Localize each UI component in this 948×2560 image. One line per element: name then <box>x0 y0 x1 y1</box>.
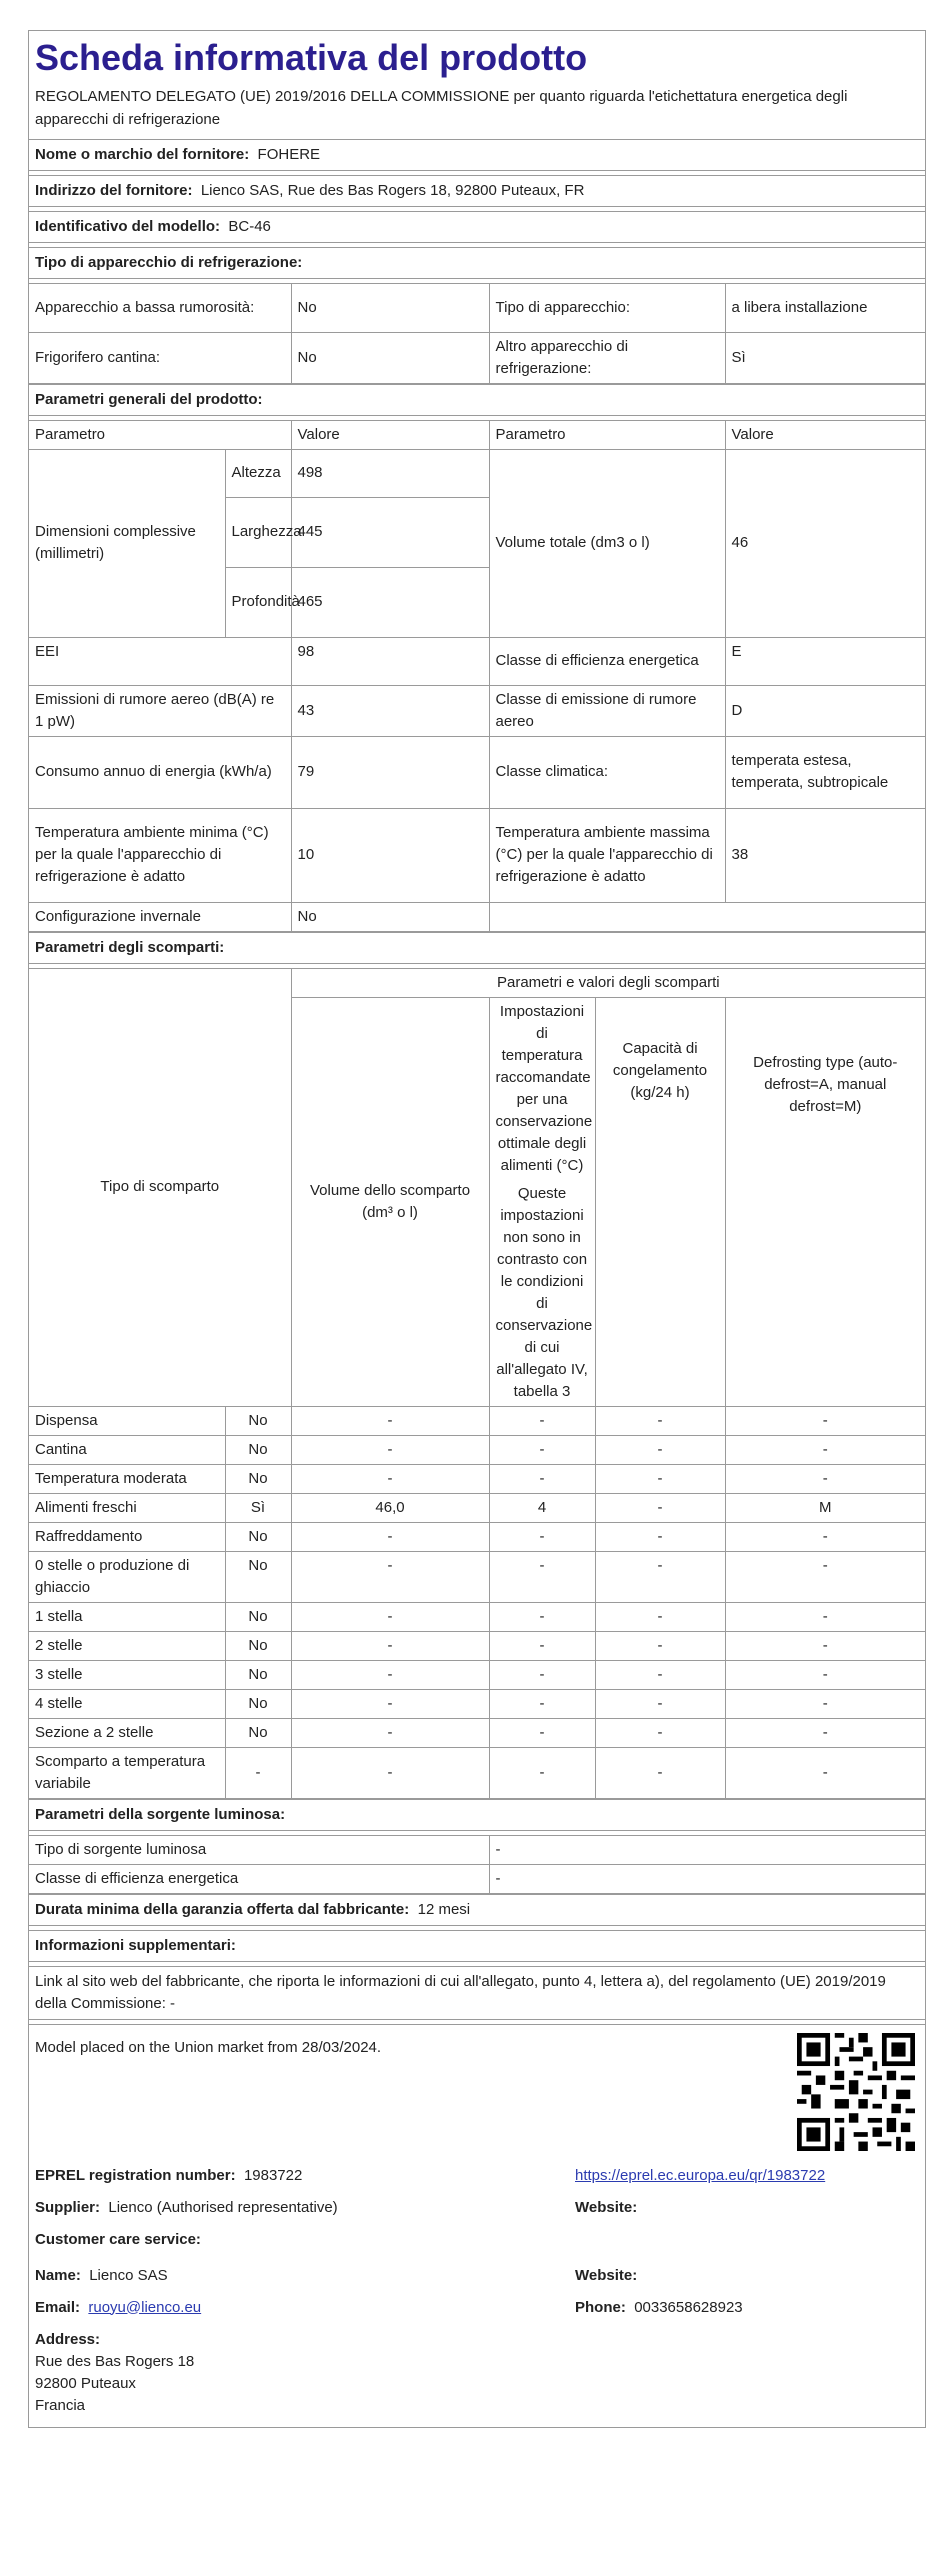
compartment-defrost: - <box>725 1718 925 1747</box>
compartment-defrost: - <box>725 1602 925 1631</box>
temperature-column-title: Impostazioni di temperatura raccomandate per una conservazione ottimale degli alimenti (°C) <box>495 1002 593 1174</box>
care-address-label: Address: <box>35 2330 101 2348</box>
compartment-present: No <box>225 1660 291 1689</box>
compartment-present: No <box>225 1464 291 1493</box>
compartment-present: No <box>225 1602 291 1631</box>
compartment-name: 3 stelle <box>29 1660 225 1689</box>
compartment-freezing: - <box>595 1493 725 1522</box>
wine-cooler-label: Frigorifero cantina: <box>29 332 291 383</box>
supplier-name-label: Nome o marchio del fornitore: <box>35 146 250 163</box>
compartment-type-header: Tipo di scomparto <box>29 969 291 1407</box>
model-identifier-row <box>29 212 925 243</box>
max-ambient-temp-value: 38 <box>725 808 925 902</box>
compartment-name: 1 stella <box>29 1602 225 1631</box>
compartment-defrost: - <box>725 1689 925 1718</box>
eprel-number-value: 1983722 <box>243 2166 303 2184</box>
compartment-temperature: - <box>489 1406 595 1435</box>
compartment-present: No <box>225 1435 291 1464</box>
table-row <box>29 1464 925 1493</box>
compartment-freezing: - <box>595 1406 725 1435</box>
care-name <box>35 2265 575 2287</box>
warranty-row <box>29 1894 925 1926</box>
supplier-name-value: FOHERE <box>257 146 321 163</box>
compartment-name: Alimenti freschi <box>29 1493 225 1522</box>
compartment-temperature: - <box>489 1689 595 1718</box>
min-ambient-temp-label: Temperatura ambiente minima (°C) per la quale l'apparecchio di refrigerazione è adatto <box>29 808 291 902</box>
compartment-temperature: 4 <box>489 1493 595 1522</box>
table-row <box>29 1522 925 1551</box>
care-email <box>35 2297 575 2319</box>
supplier-website-label: Website: <box>575 2198 638 2216</box>
noise-class-value: D <box>725 685 925 736</box>
light-class-value: - <box>489 1864 925 1893</box>
header-parameter-2: Parametro <box>489 421 725 450</box>
compartment-temperature: - <box>489 1747 595 1798</box>
empty-cell <box>489 902 925 931</box>
table-row <box>29 1493 925 1522</box>
eprel-row <box>35 2165 919 2187</box>
supplier-address-label: Indirizzo del fornitore: <box>35 182 193 199</box>
noise-emission-value: 43 <box>291 685 489 736</box>
care-name-row <box>35 2265 919 2287</box>
depth-value: 465 <box>291 567 489 637</box>
compartment-params-header: Parametri e valori degli scomparti <box>291 969 925 998</box>
supplier-address-value: Lienco SAS, Rue des Bas Rogers 18, 92800 Puteaux, FR <box>200 182 585 199</box>
volume-column-header: Volume dello scomparto (dm³ o l) <box>291 997 489 1406</box>
appliance-kind-value: a libera installazione <box>725 284 925 332</box>
climate-class-value: temperata estesa, temperata, subtropicale <box>725 736 925 808</box>
dimensions-label: Dimensioni complessive (millimetri) <box>29 449 225 637</box>
model-identifier-label: Identificativo del modello: <box>35 218 221 235</box>
noise-class-label: Classe di emissione di rumore aereo <box>489 685 725 736</box>
compartment-defrost: - <box>725 1464 925 1493</box>
care-name-label: Name: <box>35 2266 81 2284</box>
compartment-defrost: - <box>725 1435 925 1464</box>
care-phone-label: Phone: <box>575 2298 626 2316</box>
regulation-subtitle: REGOLAMENTO DELEGATO (UE) 2019/2016 DELLA COMMISSIONE per quanto riguarda l'etichettatura energetica degli apparecchi di refrigerazione <box>29 83 925 140</box>
compartment-name: Temperatura moderata <box>29 1464 225 1493</box>
care-name-value: Lienco SAS <box>89 2266 168 2284</box>
compartment-freezing: - <box>595 1631 725 1660</box>
compartment-name: Raffreddamento <box>29 1522 225 1551</box>
compartments-heading: Parametri degli scomparti: <box>29 932 925 964</box>
eprel-link[interactable]: https://eprel.ec.europa.eu/qr/1983722 <box>575 2166 826 2184</box>
compartment-freezing: - <box>595 1464 725 1493</box>
eei-value: 98 <box>291 637 489 685</box>
compartment-volume: - <box>291 1660 489 1689</box>
page-title: Scheda informativa del prodotto <box>35 37 588 78</box>
additional-info-heading: Informazioni supplementari: <box>29 1931 925 1962</box>
care-phone-value: 0033658628923 <box>634 2298 743 2316</box>
max-ambient-temp-label: Temperatura ambiente massima (°C) per la quale l'apparecchio di refrigerazione è adatto <box>489 808 725 902</box>
compartment-present: No <box>225 1718 291 1747</box>
warranty-label: Durata minima della garanzia offerta dal fabbricante: <box>35 1900 410 1918</box>
compartment-name: Dispensa <box>29 1406 225 1435</box>
care-email-label: Email: <box>35 2298 81 2316</box>
care-phone <box>575 2297 919 2319</box>
wine-cooler-value: No <box>291 332 489 383</box>
compartment-volume: - <box>291 1689 489 1718</box>
model-identifier-value: BC-46 <box>228 218 271 235</box>
light-source-table <box>29 1836 925 1894</box>
energy-consumption-value: 79 <box>291 736 489 808</box>
other-appliance-label: Altro apparecchio di refrigerazione: <box>489 332 725 383</box>
compartment-temperature: - <box>489 1718 595 1747</box>
table-row <box>29 1747 925 1798</box>
low-noise-label: Apparecchio a bassa rumorosità: <box>29 284 291 332</box>
noise-emission-label: Emissioni di rumore aereo (dB(A) re 1 pW) <box>29 685 291 736</box>
supplier-address-row <box>29 176 925 207</box>
light-type-value: - <box>489 1836 925 1865</box>
compartment-volume: - <box>291 1631 489 1660</box>
width-value: 445 <box>291 497 489 567</box>
compartment-defrost: - <box>725 1631 925 1660</box>
freezing-capacity-column-header: Capacità di congelamento (kg/24 h) <box>595 997 725 1406</box>
compartment-defrost: - <box>725 1406 925 1435</box>
product-information-sheet <box>28 30 926 2428</box>
winter-setting-value: No <box>291 902 489 931</box>
eei-label: EEI <box>29 637 291 685</box>
compartment-freezing: - <box>595 1602 725 1631</box>
compartment-volume: - <box>291 1435 489 1464</box>
market-date-text: Model placed on the Union market from 28/03/2024. <box>35 2038 382 2056</box>
care-address <box>35 2329 919 2417</box>
temperature-column-note: Queste impostazioni non sono in contrasto con le condizioni di conservazione di cui all'allegato IV, tabella 3 <box>495 1184 593 1400</box>
additional-info-text: Link al sito web del fabbricante, che riporta le informazioni di cui all'allegato, punto 4, lettera a), del regolamento (UE) 2019/2019 della Commissione: - <box>29 1967 925 2020</box>
height-value: 498 <box>291 449 489 497</box>
appliance-type-heading: Tipo di apparecchio di refrigerazione: <box>29 248 925 279</box>
general-parameters-heading: Parametri generali del prodotto: <box>29 384 925 416</box>
customer-care-label: Customer care service: <box>35 2230 201 2248</box>
depth-label: Profondità <box>225 567 291 637</box>
compartment-freezing: - <box>595 1522 725 1551</box>
compartment-volume: - <box>291 1522 489 1551</box>
header-value-2: Valore <box>725 421 925 450</box>
compartment-volume: - <box>291 1718 489 1747</box>
compartment-name: Cantina <box>29 1435 225 1464</box>
compartment-temperature: - <box>489 1551 595 1602</box>
header-value: Valore <box>291 421 489 450</box>
height-label: Altezza <box>225 449 291 497</box>
spacer <box>35 2059 919 2155</box>
compartment-defrost: - <box>725 1747 925 1798</box>
total-volume-value: 46 <box>725 449 925 637</box>
compartment-defrost: - <box>725 1660 925 1689</box>
compartment-defrost: M <box>725 1493 925 1522</box>
compartment-present: - <box>225 1747 291 1798</box>
table-row <box>29 1718 925 1747</box>
energy-consumption-label: Consumo annuo di energia (kWh/a) <box>29 736 291 808</box>
footer-supplier-value: Lienco (Authorised representative) <box>108 2198 338 2216</box>
compartment-present: No <box>225 1551 291 1602</box>
care-website-label: Website: <box>575 2266 638 2284</box>
table-row <box>29 1602 925 1631</box>
appliance-kind-label: Tipo di apparecchio: <box>489 284 725 332</box>
compartment-defrost: - <box>725 1522 925 1551</box>
light-type-label: Tipo di sorgente luminosa <box>29 1836 489 1865</box>
min-ambient-temp-value: 10 <box>291 808 489 902</box>
compartment-volume: - <box>291 1551 489 1602</box>
light-source-heading: Parametri della sorgente luminosa: <box>29 1799 925 1831</box>
table-row <box>29 1551 925 1602</box>
header-parameter: Parametro <box>29 421 291 450</box>
care-address-line: Francia <box>35 2396 86 2414</box>
eprel-number <box>35 2165 575 2187</box>
compartment-freezing: - <box>595 1689 725 1718</box>
total-volume-label: Volume totale (dm3 o l) <box>489 449 725 637</box>
compartment-present: Sì <box>225 1493 291 1522</box>
table-row <box>29 1631 925 1660</box>
energy-class-label: Classe di efficienza energetica <box>489 637 725 685</box>
compartment-freezing: - <box>595 1660 725 1689</box>
compartment-present: No <box>225 1522 291 1551</box>
compartment-volume: - <box>291 1747 489 1798</box>
compartment-temperature: - <box>489 1464 595 1493</box>
qr-code-icon[interactable] <box>797 2033 915 2151</box>
width-label: Larghezza <box>225 497 291 567</box>
temperature-column-header <box>489 997 595 1406</box>
eprel-footer <box>29 2025 925 2427</box>
other-appliance-value: Sì <box>725 332 925 383</box>
compartment-name: 4 stelle <box>29 1689 225 1718</box>
compartment-volume: - <box>291 1464 489 1493</box>
compartment-name: Sezione a 2 stelle <box>29 1718 225 1747</box>
care-address-line: Rue des Bas Rogers 18 <box>35 2352 195 2370</box>
compartment-name: 0 stelle o produzione di ghiaccio <box>29 1551 225 1602</box>
footer-supplier-label: Supplier: <box>35 2198 101 2216</box>
compartment-volume: 46,0 <box>291 1493 489 1522</box>
appliance-type-table <box>29 284 925 384</box>
compartment-name: 2 stelle <box>29 1631 225 1660</box>
compartment-present: No <box>225 1406 291 1435</box>
general-parameters-table <box>29 421 925 932</box>
care-address-line: 92800 Puteaux <box>35 2374 136 2392</box>
compartments-table <box>29 969 925 1799</box>
climate-class-label: Classe climatica: <box>489 736 725 808</box>
compartment-temperature: - <box>489 1522 595 1551</box>
table-row <box>29 1435 925 1464</box>
defrost-type-column-header: Defrosting type (auto-defrost=A, manual defrost=M) <box>725 997 925 1406</box>
supplier-name-row <box>29 140 925 171</box>
table-row <box>29 1660 925 1689</box>
eprel-number-label: EPREL registration number: <box>35 2166 236 2184</box>
energy-class-value: E <box>725 637 925 685</box>
compartment-volume: - <box>291 1406 489 1435</box>
compartment-name: Scomparto a temperatura variabile <box>29 1747 225 1798</box>
supplier-info <box>35 2197 575 2219</box>
supplier-row <box>35 2197 919 2219</box>
customer-care-row <box>35 2229 919 2251</box>
compartment-freezing: - <box>595 1435 725 1464</box>
compartment-freezing: - <box>595 1747 725 1798</box>
compartment-volume: - <box>291 1602 489 1631</box>
compartment-temperature: - <box>489 1435 595 1464</box>
winter-setting-label: Configurazione invernale <box>29 902 291 931</box>
low-noise-value: No <box>291 284 489 332</box>
compartment-freezing: - <box>595 1718 725 1747</box>
compartment-freezing: - <box>595 1551 725 1602</box>
warranty-value: 12 mesi <box>417 1900 471 1918</box>
table-row <box>29 1689 925 1718</box>
compartment-temperature: - <box>489 1660 595 1689</box>
compartment-temperature: - <box>489 1602 595 1631</box>
table-row <box>29 1406 925 1435</box>
compartment-present: No <box>225 1689 291 1718</box>
light-class-label: Classe di efficienza energetica <box>29 1864 489 1893</box>
care-contact-row <box>35 2297 919 2319</box>
compartment-defrost: - <box>725 1551 925 1602</box>
compartment-temperature: - <box>489 1631 595 1660</box>
compartment-present: No <box>225 1631 291 1660</box>
care-email-link[interactable]: ruoyu@lienco.eu <box>88 2298 202 2316</box>
